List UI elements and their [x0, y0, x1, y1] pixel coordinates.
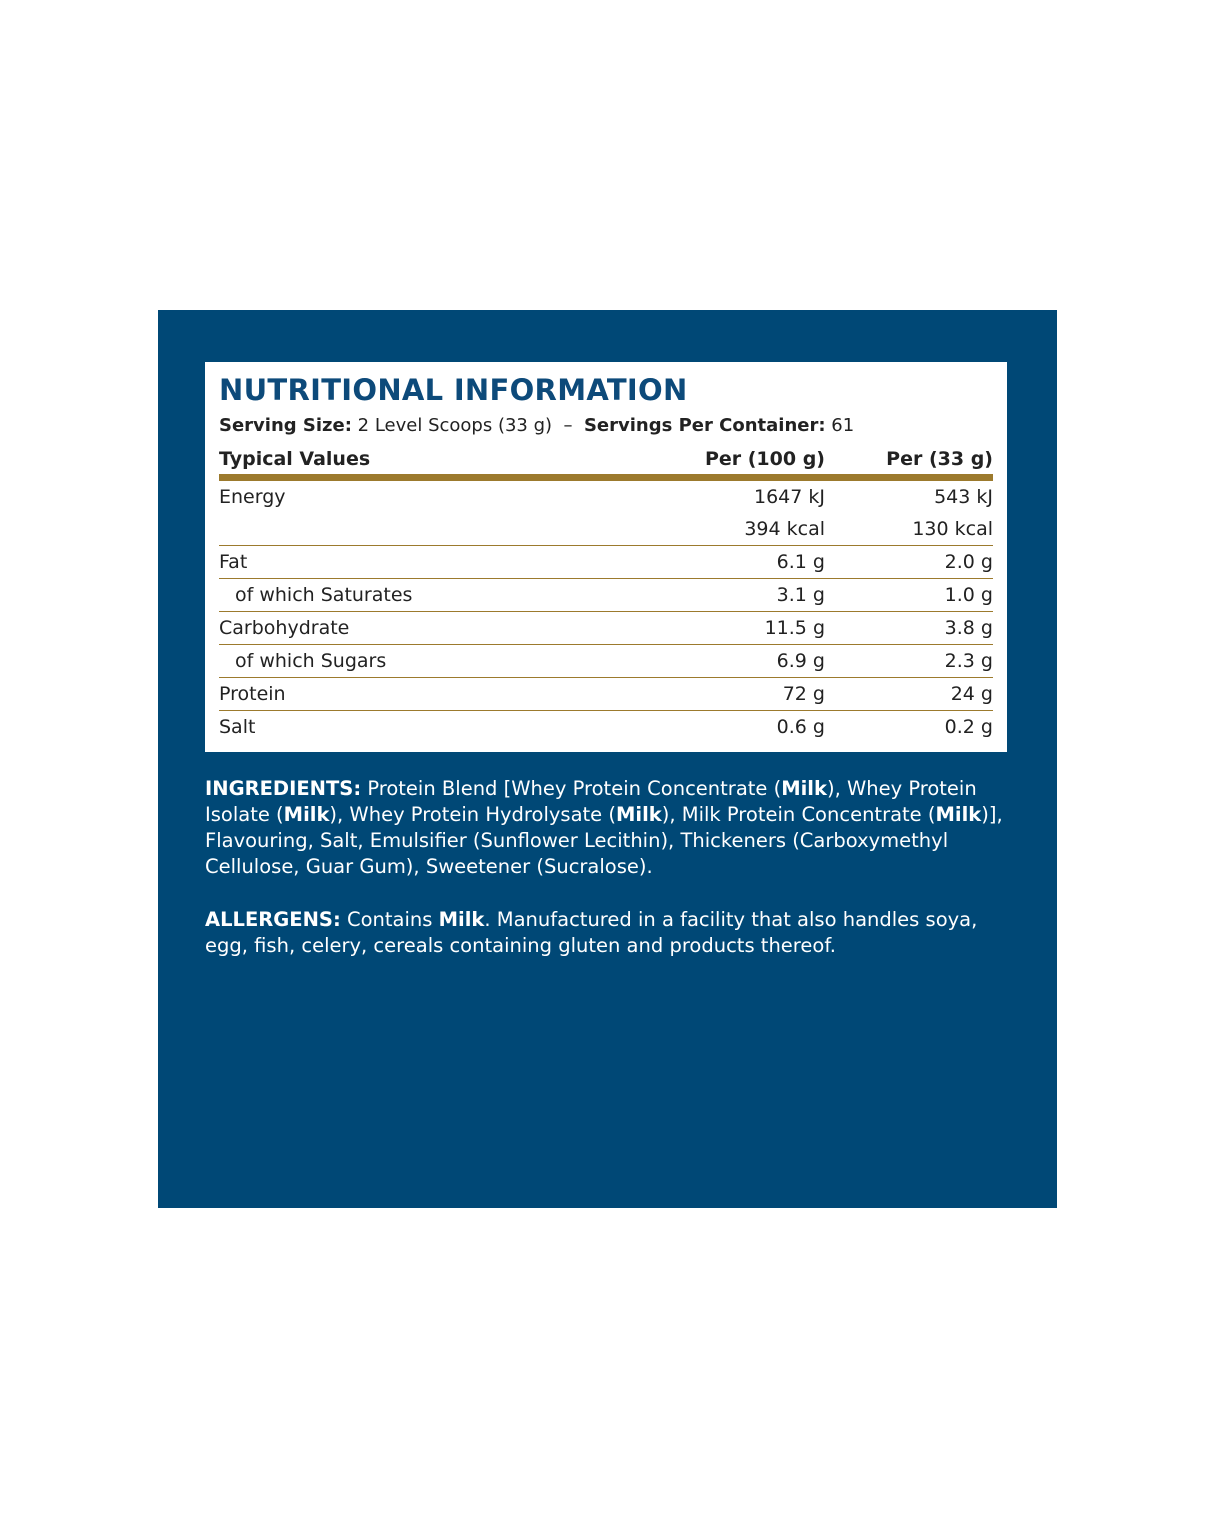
row-per-serving: 24 g — [950, 683, 993, 705]
row-per-100g: 11.5 g — [764, 617, 825, 639]
table-row — [219, 612, 993, 645]
row-label: Fat — [219, 551, 248, 573]
nutrition-table-box — [205, 362, 1007, 752]
row-per-100g: 394 kcal — [744, 518, 825, 540]
header-per-serving: Per (33 g) — [886, 448, 993, 470]
row-label: Protein — [219, 683, 286, 705]
allergen-highlight: Milk — [283, 803, 330, 826]
row-label: Carbohydrate — [219, 617, 350, 639]
row-per-100g: 72 g — [782, 683, 825, 705]
allergen-highlight: Milk — [935, 803, 982, 826]
table-row — [219, 513, 993, 546]
row-label: of which Sugars — [235, 650, 387, 672]
serving-separator: – — [563, 415, 573, 436]
serving-size-value: 2 Level Scoops (33 g) — [357, 415, 553, 436]
row-per-serving: 2.3 g — [944, 650, 993, 672]
row-per-serving: 3.8 g — [944, 617, 993, 639]
row-per-serving: 130 kcal — [912, 518, 993, 540]
table-row — [219, 481, 993, 513]
row-per-100g: 6.1 g — [776, 551, 825, 573]
allergen-highlight: Milk — [438, 908, 485, 931]
row-per-100g: 3.1 g — [776, 584, 825, 606]
ingredients-text-part: ), Whey Protein Isolate ( — [205, 777, 977, 826]
allergen-highlight: Milk — [781, 777, 827, 800]
ingredients-label: INGREDIENTS: — [205, 777, 362, 800]
servings-per-container-label: Servings Per Container: — [583, 415, 826, 436]
row-per-serving: 2.0 g — [944, 551, 993, 573]
row-label — [219, 513, 645, 545]
table-row — [219, 579, 993, 612]
nutrition-title: NUTRITIONAL INFORMATION — [219, 373, 688, 407]
table-row — [219, 711, 993, 743]
ingredients-text-part: ), Whey Protein Hydrolysate ( — [329, 803, 616, 826]
row-per-serving: 1.0 g — [944, 584, 993, 606]
serving-info — [219, 414, 993, 438]
allergens-text-part: Contains — [340, 908, 439, 931]
row-per-100g: 0.6 g — [776, 716, 825, 738]
allergens-text — [205, 907, 1015, 959]
allergens-label: ALLERGENS: — [205, 908, 341, 931]
ingredients-text-part: Protein Blend [Whey Protein Concentrate ( — [361, 777, 782, 800]
row-per-serving: 543 kJ — [934, 486, 993, 508]
serving-size-label: Serving Size: — [219, 415, 352, 436]
table-row — [219, 546, 993, 579]
row-label: Energy — [219, 486, 286, 508]
table-row — [219, 678, 993, 711]
table-header — [219, 444, 993, 481]
row-label: of which Saturates — [235, 584, 413, 606]
label-panel — [158, 310, 1057, 1208]
ingredients-text-part: ), Milk Protein Concentrate ( — [661, 803, 936, 826]
row-per-100g: 6.9 g — [776, 650, 825, 672]
ingredients-text — [205, 776, 1015, 880]
table-row — [219, 645, 993, 678]
header-per-100g: Per (100 g) — [704, 448, 825, 470]
header-typical-values: Typical Values — [219, 448, 371, 470]
allergen-highlight: Milk — [615, 803, 662, 826]
ingredients-text-part: )], Flavouring, Salt, Emulsifier (Sunflower Lecithin), Thickeners (Carboxymethyl Cellulose, Guar Gum), Sweetener (Sucralose). — [205, 803, 1003, 878]
servings-per-container-value: 61 — [831, 415, 855, 436]
row-per-100g: 1647 kJ — [754, 486, 825, 508]
row-label: Salt — [219, 716, 256, 738]
row-per-serving: 0.2 g — [944, 716, 993, 738]
allergens-text-part: . Manufactured in a facility that also handles soya, egg, fish, celery, cereals containing gluten and products thereof. — [205, 908, 978, 957]
